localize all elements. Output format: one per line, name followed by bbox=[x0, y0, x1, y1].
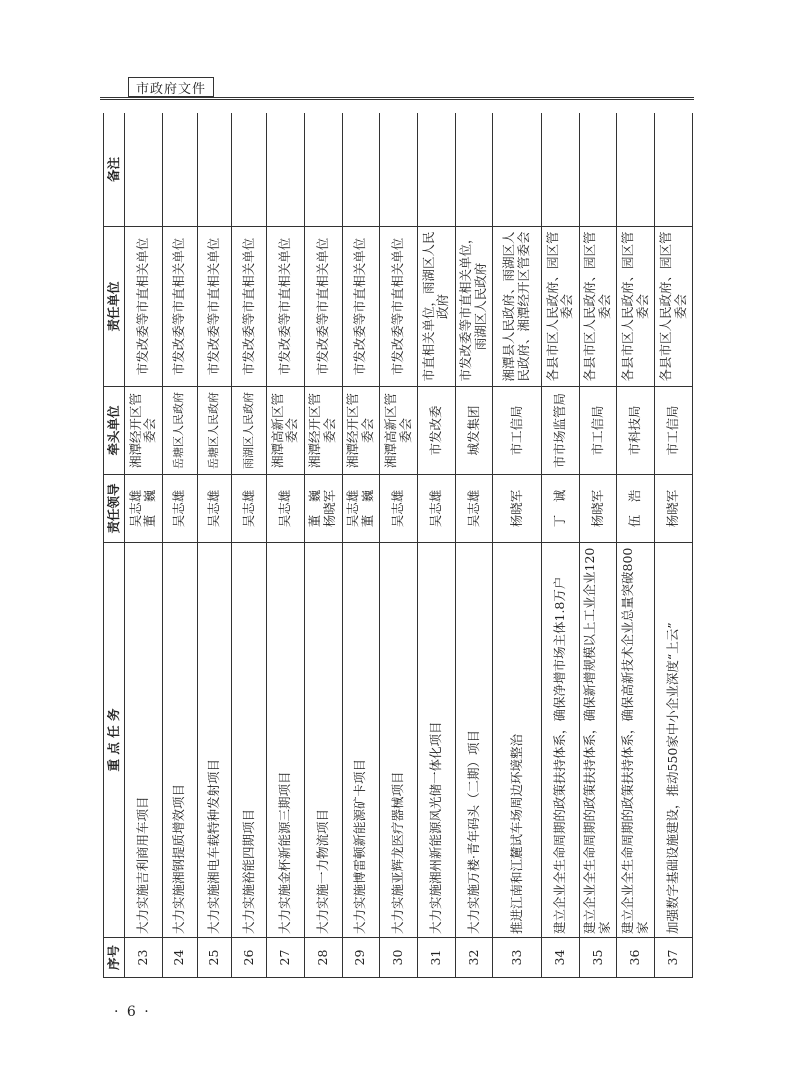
row-leaders bbox=[232, 475, 267, 543]
leader-name: 董 巍 bbox=[307, 489, 323, 528]
row-task: 建立企业全生命周期的政策扶持体系，确保高新技术企业总量突破800家 bbox=[617, 543, 655, 938]
row-lead-unit: 市市场监管局 bbox=[542, 387, 580, 475]
row-no: 33 bbox=[493, 938, 542, 978]
leader-name: 吴志雄 bbox=[345, 489, 361, 528]
row-resp-unit: 市发改委等市直相关单位 bbox=[304, 227, 342, 387]
header-lead-unit: 牵头单位 bbox=[104, 387, 125, 475]
row-note bbox=[232, 113, 267, 227]
row-no: 32 bbox=[455, 938, 493, 978]
header-no: 序号 bbox=[104, 938, 125, 978]
row-task: 大力实施一力物流项目 bbox=[304, 543, 342, 938]
row-resp-unit: 各县市区人民政府、园区管委会 bbox=[579, 227, 617, 387]
table-row bbox=[162, 113, 197, 978]
leader-name: 吴志雄 bbox=[427, 489, 443, 528]
row-task: 大力实施湘州新能源风光储一体化项目 bbox=[417, 543, 455, 938]
table-row bbox=[125, 113, 163, 978]
table-row bbox=[197, 113, 232, 978]
row-task: 大力实施吉利商用车项目 bbox=[125, 543, 163, 938]
row-leaders bbox=[542, 475, 580, 543]
row-no: 30 bbox=[380, 938, 418, 978]
row-note bbox=[125, 113, 163, 227]
row-leaders bbox=[304, 475, 342, 543]
row-resp-unit: 各县市区人民政府、园区管委会 bbox=[542, 227, 580, 387]
row-resp-unit: 湘潭县人民政府、雨湖区人民政府、湘潭经开区管委会 bbox=[493, 227, 542, 387]
row-note bbox=[493, 113, 542, 227]
row-no: 24 bbox=[162, 938, 197, 978]
row-lead-unit: 湘潭经开区管委会 bbox=[125, 387, 163, 475]
row-leaders bbox=[493, 475, 542, 543]
header-leader: 责任领导 bbox=[104, 475, 125, 543]
row-no: 34 bbox=[542, 938, 580, 978]
task-table bbox=[103, 113, 693, 978]
row-task: 大力实施裕能四期项目 bbox=[232, 543, 267, 938]
row-lead-unit: 湘潭高新区管委会 bbox=[267, 387, 305, 475]
leader-name: 吴志雄 bbox=[206, 489, 222, 528]
leader-name: 吴志雄 bbox=[465, 489, 481, 528]
leader-name: 杨晓军 bbox=[589, 489, 605, 528]
row-note bbox=[542, 113, 580, 227]
row-resp-unit: 各县市区人民政府、园区管委会 bbox=[617, 227, 655, 387]
row-no: 29 bbox=[342, 938, 380, 978]
leader-name: 伍 浩 bbox=[627, 489, 643, 528]
leader-name: 董 巍 bbox=[359, 489, 375, 528]
row-note bbox=[455, 113, 493, 227]
table-row bbox=[267, 113, 305, 978]
row-no: 23 bbox=[125, 938, 163, 978]
leader-name: 杨晓军 bbox=[322, 489, 338, 528]
row-task: 大力实施湘电车载特种发射项目 bbox=[197, 543, 232, 938]
table-row bbox=[417, 113, 455, 978]
header-resp-unit: 责任单位 bbox=[104, 227, 125, 387]
row-lead-unit: 市工信局 bbox=[493, 387, 542, 475]
row-lead-unit: 市工信局 bbox=[579, 387, 617, 475]
row-task: 大力实施金杯新能源三期项目 bbox=[267, 543, 305, 938]
row-task: 建立企业全生命周期的政策扶持体系，确保净增市场主体1.8万户 bbox=[542, 543, 580, 938]
row-lead-unit: 市科技局 bbox=[617, 387, 655, 475]
header-note: 备注 bbox=[104, 113, 125, 227]
row-resp-unit: 市发改委等市直相关单位 bbox=[267, 227, 305, 387]
table-row bbox=[655, 113, 693, 978]
row-note bbox=[617, 113, 655, 227]
table-row bbox=[380, 113, 418, 978]
row-task: 推进江南和江麓试车场周边环境整治 bbox=[493, 543, 542, 938]
document-header-label: 市政府文件 bbox=[128, 77, 214, 97]
row-leaders bbox=[380, 475, 418, 543]
row-resp-unit: 市发改委等市直相关单位，雨湖区人民政府 bbox=[455, 227, 493, 387]
row-lead-unit: 岳塘区人民政府 bbox=[197, 387, 232, 475]
header-rule bbox=[100, 97, 694, 100]
header-task: 重 点 任 务 bbox=[104, 543, 125, 938]
row-no: 31 bbox=[417, 938, 455, 978]
leader-name: 董 巍 bbox=[142, 489, 158, 528]
row-lead-unit: 岳塘区人民政府 bbox=[162, 387, 197, 475]
row-note bbox=[197, 113, 232, 227]
row-note bbox=[417, 113, 455, 227]
row-leaders bbox=[655, 475, 693, 543]
row-resp-unit: 各县市区人民政府、园区管委会 bbox=[655, 227, 693, 387]
row-leaders bbox=[579, 475, 617, 543]
row-leaders bbox=[617, 475, 655, 543]
table-row bbox=[579, 113, 617, 978]
row-note bbox=[342, 113, 380, 227]
row-no: 37 bbox=[655, 938, 693, 978]
row-task: 加强数字基础设施建设，推动550家中小企业深度“上云” bbox=[655, 543, 693, 938]
row-leaders bbox=[162, 475, 197, 543]
row-resp-unit: 市发改委等市直相关单位 bbox=[342, 227, 380, 387]
row-lead-unit: 湘潭经开区管委会 bbox=[304, 387, 342, 475]
page-number: · 6 · bbox=[114, 1004, 151, 1020]
row-lead-unit: 市工信局 bbox=[655, 387, 693, 475]
table-row bbox=[542, 113, 580, 978]
table-row bbox=[304, 113, 342, 978]
row-resp-unit: 市发改委等市直相关单位 bbox=[197, 227, 232, 387]
table-row bbox=[342, 113, 380, 978]
table-header-row bbox=[104, 113, 125, 978]
row-note bbox=[655, 113, 693, 227]
leader-name: 吴志雄 bbox=[277, 489, 293, 528]
row-no: 25 bbox=[197, 938, 232, 978]
row-lead-unit: 湘潭高新区管委会 bbox=[380, 387, 418, 475]
leader-name: 丁 诚 bbox=[552, 489, 568, 528]
row-task: 建立企业全生命周期的政策扶持体系，确保新增规模以上工业企业120家 bbox=[579, 543, 617, 938]
leader-name: 吴志雄 bbox=[127, 489, 143, 528]
table-row bbox=[617, 113, 655, 978]
row-leaders bbox=[125, 475, 163, 543]
row-note bbox=[304, 113, 342, 227]
leader-name: 吴志雄 bbox=[390, 489, 406, 528]
row-lead-unit: 湘潭经开区管委会 bbox=[342, 387, 380, 475]
row-leaders bbox=[342, 475, 380, 543]
row-task: 大力实施亚辉龙医疗器械项目 bbox=[380, 543, 418, 938]
row-task: 大力实施博雷顿新能源矿卡项目 bbox=[342, 543, 380, 938]
row-lead-unit: 雨湖区人民政府 bbox=[232, 387, 267, 475]
leader-name: 杨晓军 bbox=[508, 489, 524, 528]
table-row bbox=[455, 113, 493, 978]
row-note bbox=[579, 113, 617, 227]
row-leaders bbox=[455, 475, 493, 543]
row-resp-unit: 市发改委等市直相关单位 bbox=[125, 227, 163, 387]
row-no: 36 bbox=[617, 938, 655, 978]
leader-name: 吴志雄 bbox=[171, 489, 187, 528]
row-note bbox=[267, 113, 305, 227]
table-row bbox=[493, 113, 542, 978]
table-row bbox=[232, 113, 267, 978]
row-task: 大力实施万楼·青年码头（二期）项目 bbox=[455, 543, 493, 938]
row-leaders bbox=[197, 475, 232, 543]
row-resp-unit: 市发改委等市直相关单位 bbox=[380, 227, 418, 387]
row-no: 27 bbox=[267, 938, 305, 978]
row-lead-unit: 市发改委 bbox=[417, 387, 455, 475]
row-resp-unit: 市发改委等市直相关单位 bbox=[162, 227, 197, 387]
row-no: 35 bbox=[579, 938, 617, 978]
leader-name: 吴志雄 bbox=[240, 489, 256, 528]
row-resp-unit: 市直相关单位，雨湖区人民政府 bbox=[417, 227, 455, 387]
row-resp-unit: 市发改委等市直相关单位 bbox=[232, 227, 267, 387]
leader-name: 杨晓军 bbox=[665, 489, 681, 528]
row-note bbox=[380, 113, 418, 227]
row-lead-unit: 城发集团 bbox=[455, 387, 493, 475]
row-note bbox=[162, 113, 197, 227]
row-no: 28 bbox=[304, 938, 342, 978]
row-task: 大力实施湘钢提质增效项目 bbox=[162, 543, 197, 938]
row-no: 26 bbox=[232, 938, 267, 978]
row-leaders bbox=[267, 475, 305, 543]
row-leaders bbox=[417, 475, 455, 543]
task-table-container bbox=[103, 113, 693, 978]
